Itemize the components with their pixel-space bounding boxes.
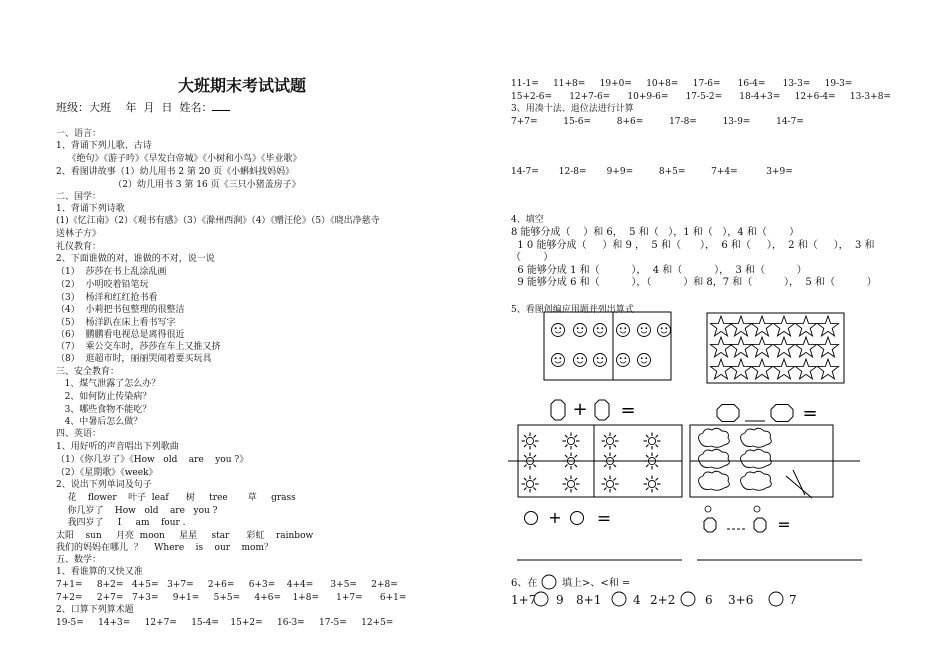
sun-ray: [604, 465, 607, 468]
smiley-faces: [552, 324, 671, 367]
sun-icon: [522, 433, 539, 450]
left-text-line: 1、煤气泄露了怎么办？: [56, 379, 161, 389]
sun-ray: [534, 478, 537, 481]
smiley-mouth: [620, 332, 626, 334]
sun-ray: [565, 478, 568, 481]
smiley-icon: [574, 354, 587, 367]
equals-sign: =: [620, 400, 636, 421]
fill-in-line: 1 0 能够分成（ ）和 9 ， 5 和（ ）， 6 和（ ）， 2 和（ ）， 3 和: [511, 240, 875, 251]
cross-out-line: [786, 476, 812, 498]
smiley-icon: [594, 354, 607, 367]
smiley-mouth: [597, 362, 603, 364]
smiley-eye: [641, 357, 643, 359]
sun-core: [606, 437, 613, 444]
smiley-face-outline: [638, 324, 651, 337]
compare-intro: [511, 574, 537, 589]
star-icon: [774, 359, 795, 379]
blank-box: [704, 518, 716, 532]
left-text-line: 3、哪些食物不能吃？: [56, 405, 152, 415]
left-text-line: （8） 逛超市时，丽丽哭闹着要买玩具: [56, 354, 212, 364]
left-text-line: （1）《你几岁了》《How old are you ?》: [56, 455, 249, 465]
right-text-line: 3、用凑十法、退位法进行计算: [511, 104, 634, 114]
sun-core: [567, 480, 574, 487]
compare-intro-2: [562, 574, 630, 589]
blank-box: [551, 400, 565, 420]
left-text-line: （7） 乘公交车时，莎莎在车上又推又挤: [56, 342, 221, 352]
blank-circle: [525, 512, 538, 525]
smiley-mouth: [641, 362, 647, 364]
sun-ray: [575, 488, 578, 491]
compare-item-3: 8+1: [576, 593, 602, 607]
smiley-icon: [658, 324, 671, 337]
smiley-eye: [597, 327, 599, 329]
sun-icon: [602, 476, 619, 493]
compare-item-6: 6: [705, 593, 713, 607]
compare-blank-circle: [769, 592, 783, 606]
smiley-eye: [645, 357, 647, 359]
left-text-line: 19-5= 14+3= 12+7= 15-4= 15+2= 16-3= 17-5= 12+5=: [56, 618, 394, 628]
sun-ray: [646, 435, 649, 438]
smiley-eye: [597, 357, 599, 359]
sun-ray: [575, 435, 578, 438]
left-text-line: 1、看谁算的又快又准: [56, 567, 143, 577]
right-text-line: 5、看图创编应用题并列出算式: [511, 305, 634, 315]
smiley-face-outline: [594, 354, 607, 367]
left-text-line: 我四岁了 I am four .: [56, 518, 186, 528]
smiley-eye: [581, 357, 583, 359]
compare-item-5: 2+2: [650, 593, 676, 607]
sun-ray: [575, 455, 578, 458]
sun-icon: [563, 476, 580, 493]
sun-ray: [646, 488, 649, 491]
smiley-eye: [559, 357, 561, 359]
left-text-line: 送林子方》: [56, 229, 102, 239]
star-icon: [731, 337, 752, 357]
sun-ray: [604, 445, 607, 448]
smiley-icon: [574, 324, 587, 337]
sun-core: [606, 480, 613, 487]
left-text-line: 1、背诵下列诗歌: [56, 204, 125, 214]
plus-sign: +: [572, 399, 588, 420]
star-icon: [711, 316, 732, 336]
star-icon: [818, 316, 839, 336]
left-text-line: 2、说出下列单词及句子: [56, 480, 152, 490]
sun-core: [526, 437, 533, 444]
smiley-mouth: [577, 332, 583, 334]
sun-ray: [656, 435, 659, 438]
star-icon: [752, 316, 773, 336]
left-text-line: (1)《忆江南》（2）《观书有感》（3）《滁州西涧》（4）《赠汪伦》（5）《晓出净慈寺: [56, 216, 380, 226]
right-text-line: 14-7= 12-8= 9+9= 8+5= 7+4= 3+9=: [511, 167, 793, 177]
plus-sign: +: [548, 508, 562, 527]
smiley-mouth: [641, 332, 647, 334]
compare-item-1: 1+7: [511, 593, 537, 607]
smiley-icon: [552, 324, 565, 337]
sun-ray: [656, 478, 659, 481]
sun-ray: [565, 435, 568, 438]
left-text-line: 二、国学：: [56, 192, 102, 202]
left-text-line: （3） 杨洋和红红抢书看: [56, 293, 158, 303]
equation-row-2-left: [525, 508, 612, 529]
cloud-icon: [699, 471, 730, 490]
sun-ray: [614, 445, 617, 448]
left-text-line: 五、数学：: [56, 555, 102, 565]
right-text-line: 11-1= 11+8= 19+0= 10+8= 17-6= 16-4= 13-3= 19-3=: [511, 79, 853, 89]
sun-ray: [534, 445, 537, 448]
left-text-line: 2、下面谁做的对，谁做的不对，说一说: [56, 254, 215, 264]
compare-blank-circle: [681, 592, 695, 606]
left-text-line: 2、口算下列算术题: [56, 605, 134, 615]
sun-ray: [656, 488, 659, 491]
star-icon: [796, 316, 817, 336]
left-text-line: 我们的妈妈在哪儿 ？ Where is our mom？: [56, 543, 273, 553]
sun-ray: [575, 445, 578, 448]
left-text-line: 2、如何防止传染病？: [56, 392, 152, 402]
page-title: 大班期末考试试题: [178, 76, 307, 95]
sun-icon: [522, 476, 539, 493]
star-icon: [731, 316, 752, 336]
sun-ray: [604, 455, 607, 458]
left-text-line: 太阳 sun 月亮 moon 星星 star 彩虹 rainbow: [56, 531, 314, 541]
left-text-line: 四、英语：: [56, 429, 102, 439]
smiley-face-outline: [574, 354, 587, 367]
sun-ray: [614, 455, 617, 458]
cloud-icon: [699, 428, 730, 447]
smiley-eye: [577, 327, 579, 329]
sun-ray: [646, 455, 649, 458]
fill-in-line: 8 能够分成（ ）和 6， 5 和（ ），1 和（ ），4 和（ ）: [511, 227, 800, 238]
sun-core: [567, 437, 574, 444]
sun-ray: [524, 478, 527, 481]
smiley-face-outline: [638, 354, 651, 367]
smiley-face-outline: [552, 324, 565, 337]
left-text-line: （4） 小莉把书包整理的很整洁: [56, 305, 185, 315]
star-icon: [752, 337, 773, 357]
left-text-line: 一、语言：: [56, 129, 102, 139]
left-text-line: 7+1= 8+2= 4+5= 3+7= 2+6= 6+3= 4+4= 3+5= 2+8=: [56, 580, 398, 590]
sun-ray: [534, 465, 537, 468]
compare-item-8: 7: [789, 593, 797, 607]
small-circle: [705, 506, 711, 512]
sun-core: [648, 480, 655, 487]
star-icon: [818, 337, 839, 357]
sun-icons: [522, 433, 661, 493]
smiley-face-outline: [658, 324, 671, 337]
left-text-line: 《绝句》《游子吟》《早发白帝城》《小树和小鸟》《毕业歌》: [56, 154, 302, 164]
smiley-face-outline: [594, 324, 607, 337]
smiley-box: [544, 312, 671, 380]
fill-in-line: （ ）: [511, 252, 554, 263]
cloud-icon: [699, 449, 730, 468]
equation-row-1-left: [551, 399, 636, 421]
smiley-face-outline: [617, 324, 630, 337]
star-icon: [818, 359, 839, 379]
compare-item-2: 9: [556, 593, 564, 607]
sun-core: [648, 437, 655, 444]
smiley-eye: [601, 327, 603, 329]
left-text-line: 2、看图讲故事（1）幼儿用书 2 第 20 页《小蝌蚪找妈妈》: [56, 167, 295, 177]
right-text-line: 7+7= 15-6= 8+6= 17-8= 13-9= 14-7=: [511, 117, 804, 127]
fill-in-line: 6 能够分成 1 和（ ）， 4 和（ ）， 3 和（ ）: [511, 265, 807, 276]
equation-row-1-right: [717, 403, 818, 424]
sun-core: [526, 480, 533, 487]
equals-sign: =: [596, 509, 612, 529]
smiley-icon: [552, 354, 565, 367]
left-text-line: 7+2= 2+7= 7+3= 9+1= 5+5= 4+6= 1+8= 1+7= 6+1=: [56, 593, 407, 603]
sun-ray: [614, 478, 617, 481]
smiley-mouth: [597, 332, 603, 334]
compare-intro-text: 6、在: [511, 578, 538, 589]
cloud-icons: [699, 428, 772, 490]
smiley-mouth: [577, 362, 583, 364]
smiley-eye: [620, 327, 622, 329]
equals-sign: =: [777, 515, 791, 534]
smiley-eye: [661, 327, 663, 329]
sun-ray: [565, 445, 568, 448]
smiley-eye: [577, 357, 579, 359]
sun-icon: [644, 433, 661, 450]
sun-ray: [575, 465, 578, 468]
cross-out-line-2: [793, 470, 805, 495]
left-text-line: 你几岁了 How old are you ?: [56, 506, 218, 516]
sun-ray: [614, 465, 617, 468]
smiley-face-outline: [617, 354, 630, 367]
star-icon: [796, 337, 817, 357]
cloud-icon: [741, 428, 772, 447]
star-icon: [774, 337, 795, 357]
sun-icon: [563, 433, 580, 450]
smiley-eye: [559, 327, 561, 329]
equals-sign: =: [802, 403, 818, 424]
smiley-eye: [620, 357, 622, 359]
sun-ray: [656, 465, 659, 468]
smiley-mouth: [555, 362, 561, 364]
star-icon: [731, 359, 752, 379]
compare-intro-circle: [542, 575, 556, 589]
header-text: 班级：大班 年 月 日 姓名：: [56, 101, 213, 114]
star-icon: [711, 359, 732, 379]
cloud-icon: [741, 449, 772, 468]
smiley-eye: [641, 327, 643, 329]
left-text-line: 4、中暑后怎么做？: [56, 417, 143, 427]
smiley-mouth: [661, 332, 667, 334]
left-text-line: （5） 杨洋趴在床上看书写字: [56, 318, 176, 328]
fill-in-line: 9 能够分成 6 和（ ），（ ）和 8，7 和（ ）， 5 和（ ）: [511, 277, 877, 288]
sun-ray: [565, 465, 568, 468]
sun-ray: [534, 488, 537, 491]
left-text-line: 1、用好听的声音唱出下列歌曲: [56, 442, 179, 452]
smiley-eye: [665, 327, 667, 329]
smiley-mouth: [555, 332, 561, 334]
left-text-line: （2） 小明咬着铅笔玩: [56, 280, 149, 290]
sun-ray: [524, 465, 527, 468]
star-icon: [752, 359, 773, 379]
left-text-line: 礼仪教育：: [56, 242, 102, 252]
smiley-face-outline: [574, 324, 587, 337]
sun-ray: [575, 478, 578, 481]
smiley-icon: [638, 324, 651, 337]
sun-ray: [656, 455, 659, 458]
left-text-line: 三、安全教育：: [56, 367, 120, 377]
left-text-line: 花 flower 叶子 leaf 树 tree 草 grass: [56, 493, 296, 503]
left-text-line: 1、背诵下列儿歌、古诗: [56, 141, 152, 151]
blank-box: [771, 405, 793, 422]
smiley-eye: [601, 357, 603, 359]
sun-ray: [534, 455, 537, 458]
right-text-line: 4、填空: [511, 215, 544, 225]
sun-ray: [524, 455, 527, 458]
smiley-icon: [617, 354, 630, 367]
small-circle: [754, 506, 760, 512]
sun-ray: [604, 488, 607, 491]
blank-box: [717, 405, 739, 422]
blank-circle: [571, 512, 584, 525]
smiley-eye: [581, 327, 583, 329]
sun-ray: [646, 445, 649, 448]
sun-icon: [644, 476, 661, 493]
sun-ray: [614, 488, 617, 491]
compare-blank-circle: [612, 592, 626, 606]
sun-ray: [646, 465, 649, 468]
compare-item-7: 3+6: [728, 593, 754, 607]
sun-ray: [604, 478, 607, 481]
smiley-icon: [617, 324, 630, 337]
sun-ray: [614, 435, 617, 438]
star-icon: [774, 316, 795, 336]
smiley-face-outline: [552, 354, 565, 367]
sun-ray: [565, 455, 568, 458]
left-text-line: （2）《星期歌》《week》: [56, 468, 158, 478]
sun-ray: [565, 488, 568, 491]
sun-icon: [602, 433, 619, 450]
equation-row-2-right: [704, 506, 791, 534]
sun-ray: [604, 435, 607, 438]
right-text-line: 15+2-6= 12+7-6= 10+9-6= 17-5-2= 18-4+3= 12+6-4= 13-3+8=: [511, 92, 891, 102]
sun-ray: [656, 445, 659, 448]
star-icon: [796, 359, 817, 379]
compare-item-4: 4: [633, 593, 641, 607]
left-text-line: （6） 鹏鹏看电视总是离得很近: [56, 330, 185, 340]
compare-intro-2-text: 填上>、<和 =: [562, 578, 631, 589]
smiley-mouth: [620, 362, 626, 364]
stars: [711, 316, 839, 379]
sun-ray: [524, 445, 527, 448]
smiley-icon: [638, 354, 651, 367]
blank-box: [595, 400, 609, 420]
smiley-eye: [624, 357, 626, 359]
sun-ray: [646, 478, 649, 481]
smiley-eye: [645, 327, 647, 329]
smiley-eye: [624, 327, 626, 329]
smiley-eye: [555, 357, 557, 359]
smiley-icon: [594, 324, 607, 337]
smiley-eye: [555, 327, 557, 329]
blank-box: [754, 518, 766, 532]
sun-ray: [524, 488, 527, 491]
left-text-line: （2）幼儿用书 3 第 16 页《三只小猪盖房子》: [56, 180, 301, 190]
left-text-line: （1） 莎莎在书上乱涂乱画: [56, 267, 167, 277]
sun-ray: [534, 435, 537, 438]
sun-ray: [524, 435, 527, 438]
cloud-icon: [741, 471, 772, 490]
star-icon: [711, 337, 732, 357]
